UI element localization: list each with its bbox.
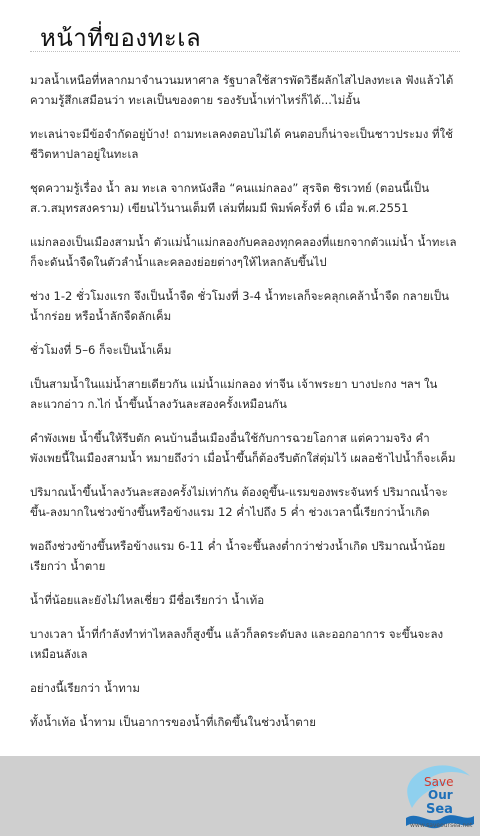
paragraph: อย่างนี้เรียกว่า น้ำทาม [30,681,140,695]
title-divider [30,51,460,52]
paragraph: คำพังเพย น้ำขึ้นให้รีบตัก คนบ้านอื่นเมืองอื่นใช้กับการฉวยโอกาส แต่ความจริง คำพังเพยนี้ในเมืองสามน้ำ หมายถึงว่า เมื่อน้ำขึ้นก็ต้องรีบตักใส่ตุ่มไว้ เผลอช้าไปน้ำก็จะเค็ม [30,431,456,465]
paragraph: ปริมาณน้ำขึ้นน้ำลงวันละสองครั้งไม่เท่ากัน ต้องดูขึ้น-แรมของพระจันทร์ ปริมาณน้ำจะขึ้น-ลงมากในช่วงข้างขึ้นหรือข้างแรม 12 ค่ำไปถึง 5 ค่ำ ช่วงเวลานี้เรียกว่าน้ำเกิด [30,485,448,519]
paragraph: บางเวลา น้ำที่กำลังทำท่าไหลลงก็สูงขึ้น แล้วก็ลดระดับลง และออกอาการ จะขึ้นจะลงเหมือนลังเล [30,627,444,661]
paragraph: น้ำที่น้อยและยังไม่ไหลเชี่ยว มีชื่อเรียกว่า น้ำเท้อ [30,593,265,607]
paragraph: ชั่วโมงที่ 5–6 ก็จะเป็นน้ำเค็ม [30,343,172,357]
paragraph: เป็นสามน้ำในแม่น้ำสายเดียวกัน แม่น้ำแม่กลอง ท่าจีน เจ้าพระยา บางปะกง ฯลฯ ในละแวกอ่าว ก.ไก่ น้ำขึ้นน้ำลงวันละสองครั้งเหมือนกัน [30,377,438,411]
paragraph: ทั้งน้ำเท้อ น้ำทาม เป็นอาการของน้ำที่เกิดขึ้นในช่วงน้ำตาย [30,715,316,729]
article-body [30,70,460,746]
paragraph: พอถึงช่วงข้างขึ้นหรือข้างแรม 6-11 ค่ำ น้ำจะขึ้นลงต่ำกว่าช่วงน้ำเกิด ปริมาณน้ำน้อยเรียกว่า น้ำตาย [30,539,446,573]
paragraph: ช่วง 1-2 ชั่วโมงแรก จึงเป็นน้ำจืด ชั่วโมงที่ 3-4 น้ำทะเลก็จะคลุกเคล้าน้ำจืด กลายเป็นน้ำกร่อย หรือน้ำลักจืดลักเค็ม [30,289,449,323]
logo-text-our: Our [428,788,453,802]
paragraph: แม่กลองเป็นเมืองสามน้ำ ตัวแม่น้ำแม่กลองกับคลองทุกคลองที่แยกจากตัวแม่น้ำ น้ำทะเลก็จะดันน้ำจืดในตัวลำน้ำและคลองย่อยต่างๆให้ไหลกลับขึ้นไป [30,235,457,269]
logo-text-save: Save [424,775,454,789]
logo-url-text: www.saveoursea.net [410,822,473,829]
page-title: หน้าที่ของทะเล [40,24,202,52]
paragraph: ทะเลน่าจะมีข้อจำกัดอยู่บ้าง! ถามทะเลคงตอบไม่ได้ คนตอบก็น่าจะเป็นชาวประมง ที่ใช้ชีวิตหาปลาอยู่ในทะเล [30,127,453,161]
paragraph: ชุดความรู้เรื่อง น้ำ ลม ทะเล จากหนังสือ “คนแม่กลอง” สุรจิต ชิรเวทย์ (ตอนนี้เป็น ส.ว.สมุทรสงคราม) เขียนไว้นานเต็มที เล่มที่ผมมี พิมพ์ครั้งที่ 6 เมื่อ พ.ศ.2551 [30,181,430,215]
logo-text-sea: Sea [426,802,453,817]
paragraph: มวลน้ำเหนือที่หลากมาจำนวนมหาศาล รัฐบาลใช้สารพัดวิธีผลักไสไปลงทะเล ฟังแล้วได้ความรู้สึกเสมือนว่า ทะเลเป็นของตาย รองรับน้ำเท่าไหร่ก็ได้...ไม่อั้น [30,73,454,107]
